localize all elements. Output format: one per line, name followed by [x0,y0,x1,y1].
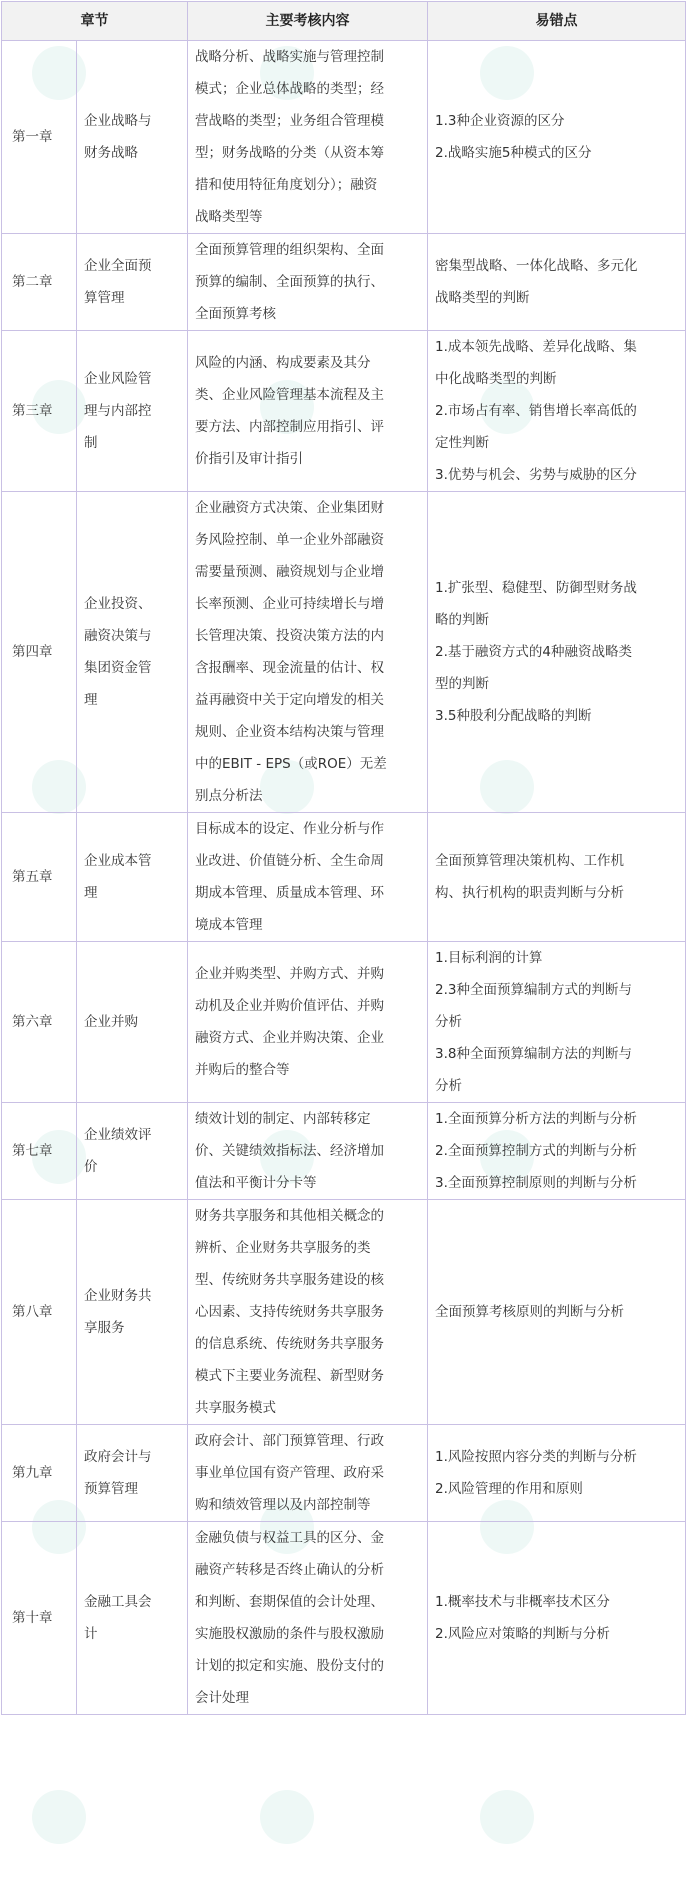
chapter-name-line: 企业绩效评 [84,1127,152,1143]
content-cell [188,1103,428,1200]
content-line: 计划的拟定和实施、股份支付的 [195,1658,384,1674]
content-line: 含报酬率、现金流量的估计、权 [195,660,384,676]
errors-cell [428,1200,686,1425]
error-point-line: 1.目标利润的计算 [435,950,543,966]
header-chapter: 章节 [2,2,188,41]
content-line: 绩效计划的制定、内部转移定 [195,1111,371,1127]
table-row [2,1522,686,1715]
content-line: 事业单位国有资产管理、政府采 [195,1465,384,1481]
chapter-number: 第十章 [12,1610,53,1626]
chapter-name-cell [77,1522,188,1715]
table-row [2,1103,686,1200]
chapter-name-line: 财务战略 [84,145,138,161]
chapter-name-line: 企业财务共 [84,1288,152,1304]
content-line: 价指引及审计指引 [195,451,303,467]
table-row [2,234,686,331]
chapter-name-line: 价 [84,1159,98,1175]
errors-cell [428,942,686,1103]
error-point-line: 全面预算管理决策机构、工作机 [435,853,624,869]
error-point-line: 战略类型的判断 [435,290,530,306]
header-errors: 易错点 [428,2,686,41]
error-point-line: 3.5种股利分配战略的判断 [435,708,592,724]
chapter-number-cell [2,234,77,331]
chapter-name-line: 企业并购 [84,1014,138,1030]
content-line: 值法和平衡计分卡等 [195,1175,317,1191]
chapter-number: 第四章 [12,644,53,660]
chapter-number: 第六章 [12,1014,53,1030]
chapter-name-cell [77,331,188,492]
chapter-name-line: 企业风险管 [84,371,152,387]
error-point-line: 2.风险应对策略的判断与分析 [435,1626,610,1642]
content-line: 辨析、企业财务共享服务的类 [195,1240,371,1256]
errors-cell [428,1425,686,1522]
chapter-name-cell [77,1200,188,1425]
content-line: 模式；企业总体战略的类型；经 [195,81,384,97]
error-point-line: 定性判断 [435,435,489,451]
content-line: 共享服务模式 [195,1400,276,1416]
chapter-name-cell [77,1425,188,1522]
content-line: 型；财务战略的分类（从资本筹 [195,145,384,161]
content-line: 企业融资方式决策、企业集团财 [195,500,384,516]
content-line: 长率预测、企业可持续增长与增 [195,596,384,612]
chapter-number-cell [2,1200,77,1425]
errors-cell [428,813,686,942]
chapter-name-line: 集团资金管 [84,660,152,676]
content-line: 实施股权激励的条件与股权激励 [195,1626,384,1642]
content-line: 价、关键绩效指标法、经济增加 [195,1143,384,1159]
content-line: 期成本管理、质量成本管理、环 [195,885,384,901]
chapter-name-line: 理 [84,692,98,708]
error-point-line: 中化战略类型的判断 [435,371,557,387]
table-body [2,41,686,1715]
chapter-name-cell [77,1103,188,1200]
content-line: 益再融资中关于定向增发的相关 [195,692,384,708]
content-cell [188,1200,428,1425]
content-line: 长管理决策、投资决策方法的内 [195,628,384,644]
content-line: 购和绩效管理以及内部控制等 [195,1497,371,1513]
content-line: 动机及企业并购价值评估、并购 [195,998,384,1014]
chapter-number-cell [2,813,77,942]
errors-cell [428,492,686,813]
chapter-name-line: 企业全面预 [84,258,152,274]
content-cell [188,41,428,234]
table-row [2,1200,686,1425]
errors-cell [428,1103,686,1200]
chapter-number-cell [2,331,77,492]
error-point-line: 2.风险管理的作用和原则 [435,1481,583,1497]
content-line: 境成本管理 [195,917,263,933]
error-point-line: 1.扩张型、稳健型、防御型财务战 [435,580,637,596]
chapter-name-line: 企业战略与 [84,113,152,129]
error-point-line: 2.市场占有率、销售增长率高低的 [435,403,637,419]
content-line: 业改进、价值链分析、全生命周 [195,853,384,869]
error-point-line: 3.优势与机会、劣势与威胁的区分 [435,467,637,483]
content-cell [188,492,428,813]
chapter-name-line: 预算管理 [84,1481,138,1497]
error-point-line: 密集型战略、一体化战略、多元化 [435,258,638,274]
chapter-name-line: 享服务 [84,1320,125,1336]
table-row [2,331,686,492]
error-point-line: 2.战略实施5种模式的区分 [435,145,592,161]
chapter-name-line: 算管理 [84,290,125,306]
error-point-line: 分析 [435,1014,462,1030]
content-cell [188,813,428,942]
error-point-line: 2.全面预算控制方式的判断与分析 [435,1143,637,1159]
error-point-line: 型的判断 [435,676,489,692]
content-line: 务风险控制、单一企业外部融资 [195,532,384,548]
error-point-line: 略的判断 [435,612,489,628]
content-line: 战略类型等 [195,209,263,225]
chapter-number-cell [2,492,77,813]
content-line: 并购后的整合等 [195,1062,290,1078]
content-line: 类、企业风险管理基本流程及主 [195,387,384,403]
error-point-line: 2.基于融资方式的4种融资战略类 [435,644,632,660]
content-line: 金融负债与权益工具的区分、金 [195,1530,384,1546]
error-point-line: 2.3种全面预算编制方式的判断与 [435,982,632,998]
content-line: 心因素、支持传统财务共享服务 [195,1304,384,1320]
table-row [2,41,686,234]
chapter-number-cell [2,1522,77,1715]
content-line: 政府会计、部门预算管理、行政 [195,1433,384,1449]
chapter-name-line: 理 [84,885,98,901]
content-line: 风险的内涵、构成要素及其分 [195,355,371,371]
chapter-number-cell [2,1103,77,1200]
error-point-line: 分析 [435,1078,462,1094]
error-point-line: 1.风险按照内容分类的判断与分析 [435,1449,637,1465]
content-cell [188,331,428,492]
content-line: 规则、企业资本结构决策与管理 [195,724,384,740]
chapter-name-line: 融资决策与 [84,628,152,644]
chapter-name-cell [77,234,188,331]
chapter-name-line: 理与内部控 [84,403,152,419]
errors-cell [428,234,686,331]
content-cell [188,234,428,331]
table-row [2,1425,686,1522]
content-line: 中的EBIT - EPS（或ROE）无差 [195,756,387,772]
content-line: 营战略的类型；业务组合管理模 [195,113,384,129]
content-line: 措和使用特征角度划分）；融资 [195,177,378,193]
chapter-number: 第二章 [12,274,53,290]
content-line: 别点分析法 [195,788,263,804]
errors-cell [428,41,686,234]
table-row [2,942,686,1103]
content-line: 需要量预测、融资规划与企业增 [195,564,384,580]
chapter-name-line: 制 [84,435,98,451]
chapter-number: 第三章 [12,403,53,419]
error-point-line: 1.概率技术与非概率技术区分 [435,1594,610,1610]
watermark-logo [32,1790,86,1844]
content-line: 融资方式、企业并购决策、企业 [195,1030,384,1046]
watermark-logo [260,1790,314,1844]
error-point-line: 构、执行机构的职责判断与分析 [435,885,624,901]
content-line: 企业并购类型、并购方式、并购 [195,966,384,982]
content-line: 会计处理 [195,1690,249,1706]
error-point-line: 3.全面预算控制原则的判断与分析 [435,1175,637,1191]
chapter-name-cell [77,41,188,234]
content-line: 和判断、套期保值的会计处理、 [195,1594,384,1610]
content-cell [188,942,428,1103]
content-cell [188,1425,428,1522]
errors-cell [428,331,686,492]
chapter-number: 第七章 [12,1143,53,1159]
error-point-line: 全面预算考核原则的判断与分析 [435,1304,624,1320]
chapter-number: 第五章 [12,869,53,885]
table-row [2,492,686,813]
content-line: 预算的编制、全面预算的执行、 [195,274,384,290]
chapter-number-cell [2,1425,77,1522]
chapter-name-line: 计 [84,1626,98,1642]
chapter-number: 第九章 [12,1465,53,1481]
chapter-number-cell [2,942,77,1103]
error-point-line: 3.8种全面预算编制方法的判断与 [435,1046,632,1062]
chapter-name-cell [77,942,188,1103]
chapter-name-line: 政府会计与 [84,1449,152,1465]
error-point-line: 1.3种企业资源的区分 [435,113,565,129]
content-line: 的信息系统、传统财务共享服务 [195,1336,384,1352]
errors-cell [428,1522,686,1715]
error-point-line: 1.全面预算分析方法的判断与分析 [435,1111,637,1127]
content-line: 融资产转移是否终止确认的分析 [195,1562,384,1578]
chapter-number: 第一章 [12,129,53,145]
content-line: 型、传统财务共享服务建设的核 [195,1272,384,1288]
chapter-number: 第八章 [12,1304,53,1320]
chapter-name-line: 金融工具会 [84,1594,152,1610]
content-line: 要方法、内部控制应用指引、评 [195,419,384,435]
content-line: 全面预算管理的组织架构、全面 [195,242,384,258]
chapter-name-cell [77,492,188,813]
content-line: 战略分析、战略实施与管理控制 [195,49,384,65]
content-line: 目标成本的设定、作业分析与作 [195,821,384,837]
content-line: 全面预算考核 [195,306,276,322]
chapter-name-line: 企业投资、 [84,596,152,612]
table-row [2,813,686,942]
table-header-row [2,2,686,41]
chapter-number-cell [2,41,77,234]
chapter-name-cell [77,813,188,942]
watermark-logo [480,1790,534,1844]
chapter-name-line: 企业成本管 [84,853,152,869]
content-cell [188,1522,428,1715]
error-point-line: 1.成本领先战略、差异化战略、集 [435,339,637,355]
header-content: 主要考核内容 [188,2,428,41]
exam-points-table [1,1,686,1715]
content-line: 模式下主要业务流程、新型财务 [195,1368,384,1384]
content-line: 财务共享服务和其他相关概念的 [195,1208,384,1224]
